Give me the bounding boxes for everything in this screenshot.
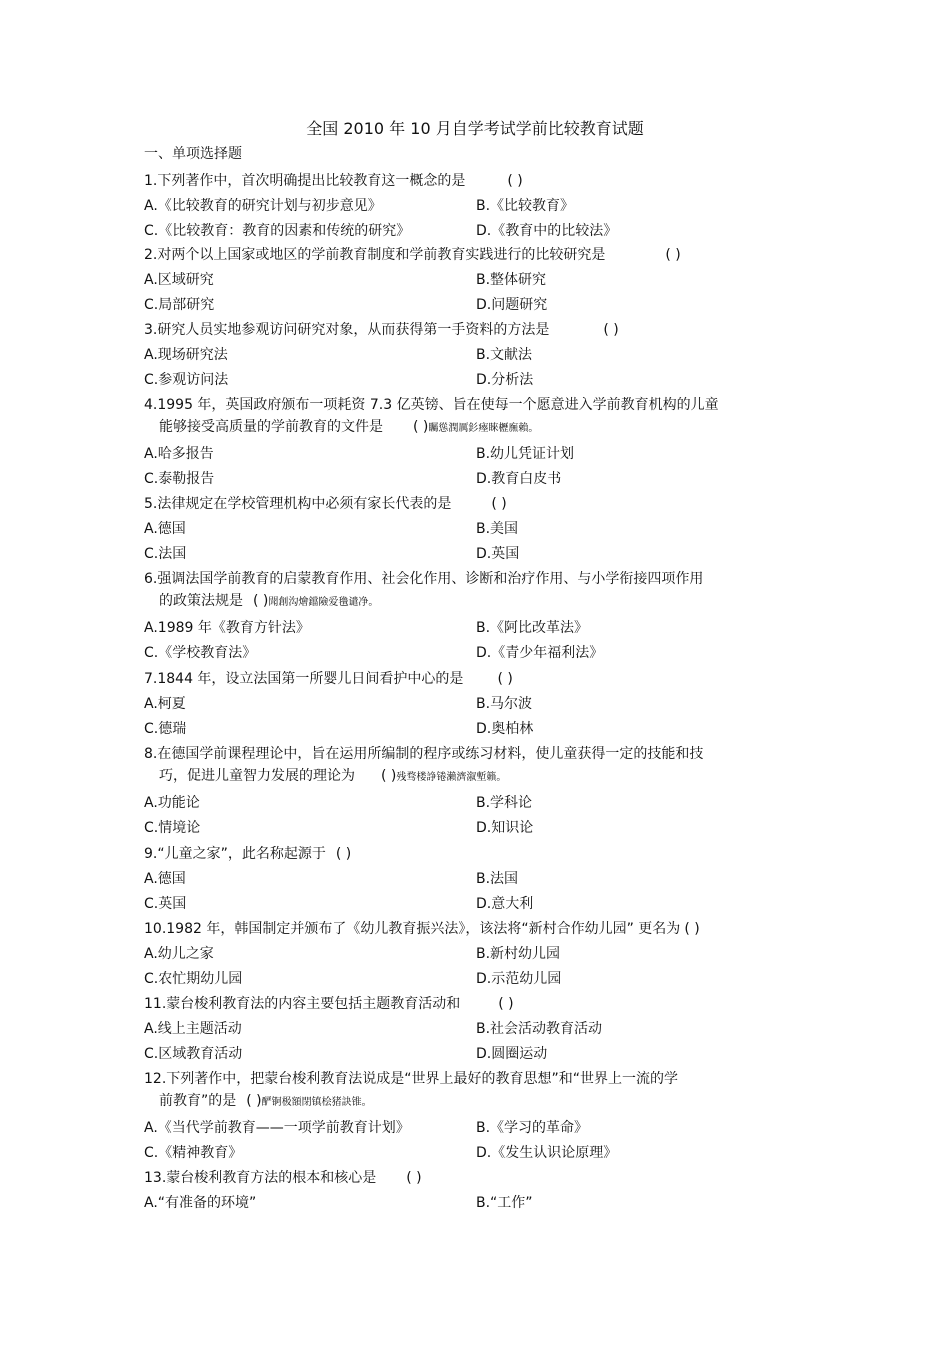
option-b: B.学科论	[476, 795, 533, 811]
option-d: D.《青少年福利法》	[476, 645, 604, 661]
garbled-text: 聞創沟燴鐺險爱氇谴净。	[268, 597, 379, 608]
garbled-text: 酽锕极額閉镇桧猪訣锥。	[261, 1097, 372, 1108]
option-d: D.意大利	[476, 896, 534, 912]
option-c: C.《精神教育》	[144, 1145, 243, 1161]
garbled-text: 残骛楼諍锩瀨濟溆塹籟。	[396, 772, 507, 783]
option-b: B.幼儿凭证计划	[476, 446, 575, 462]
option-a: A.“有准备的环境”	[144, 1195, 257, 1211]
option-b: B.整体研究	[476, 272, 547, 288]
question-7	[144, 668, 804, 743]
question-stem: 11.蒙台梭利教育法的内容主要包括主题教育活动和 ( )	[144, 993, 804, 1015]
question-6	[144, 568, 804, 667]
option-c: C.法国	[144, 546, 187, 562]
option-c: C.情境论	[144, 820, 201, 836]
option-c: C.泰勒报告	[144, 471, 215, 487]
option-c: C.区域教育活动	[144, 1046, 243, 1062]
option-a: A.《比较教育的研究计划与初步意见》	[144, 198, 382, 214]
option-b: B.《学习的革命》	[476, 1120, 589, 1136]
option-b: B.《比较教育》	[476, 198, 575, 214]
option-c: C.《比较教育：教育的因素和传统的研究》	[144, 223, 411, 239]
document-title: 全国 2010 年 10 月自学考试学前比较教育试题	[306, 119, 644, 138]
answer-blank: ( )	[684, 921, 700, 937]
option-d: D.问题研究	[476, 297, 548, 313]
answer-blank: ( )	[246, 1093, 262, 1109]
question-stem-continued: 的政策法规是 ( )聞創沟燴鐺險爱氇谴净。	[144, 590, 804, 614]
question-4	[144, 394, 804, 493]
question-stem-continued: 前教育”的是 ( )酽锕极額閉镇桧猪訣锥。	[144, 1090, 804, 1114]
question-2	[144, 244, 804, 319]
option-d: D.圆圈运动	[476, 1046, 548, 1062]
question-5	[144, 493, 804, 568]
question-9	[144, 843, 804, 918]
question-10	[144, 918, 804, 993]
question-stem: 9.“儿童之家”，此名称起源于 ( )	[144, 843, 804, 865]
option-d: D.《教育中的比较法》	[476, 223, 618, 239]
answer-blank: ( )	[406, 1170, 422, 1186]
option-a: A.幼儿之家	[144, 946, 214, 962]
answer-blank: ( )	[665, 247, 681, 263]
option-c: C.农忙期幼儿园	[144, 971, 243, 987]
option-c: C.英国	[144, 896, 187, 912]
option-d: D.分析法	[476, 372, 534, 388]
answer-blank: ( )	[497, 671, 513, 687]
answer-blank: ( )	[253, 593, 269, 609]
option-a: A.线上主题活动	[144, 1021, 242, 1037]
question-stem: 7.1844 年，设立法国第一所婴儿日间看护中心的是 ( )	[144, 668, 804, 690]
section-heading: 一、单项选择题	[144, 146, 242, 162]
answer-blank: ( )	[413, 419, 429, 435]
option-b: B.新村幼儿园	[476, 946, 561, 962]
option-d: D.教育白皮书	[476, 471, 562, 487]
question-stem: 2.对两个以上国家或地区的学前教育制度和学前教育实践进行的比较研究是 ( )	[144, 244, 804, 266]
option-a: A.德国	[144, 871, 186, 887]
option-a: A.现场研究法	[144, 347, 228, 363]
option-b: B.法国	[476, 871, 519, 887]
option-d: D.示范幼儿园	[476, 971, 562, 987]
question-12	[144, 1068, 804, 1167]
question-stem: 5.法律规定在学校管理机构中必须有家长代表的是 ( )	[144, 493, 804, 515]
question-stem: 6.强调法国学前教育的启蒙教育作用、社会化作用、诊断和治疗作用、与小学衔接四项作用	[144, 571, 704, 587]
option-b: B.“工作”	[476, 1195, 533, 1211]
answer-blank: ( )	[507, 173, 523, 189]
answer-blank: ( )	[498, 996, 514, 1012]
question-stem-continued: 能够接受高质量的学前教育的文件是 ( )矚慫潤厲釤瘞睞櫪廡賴。	[144, 416, 804, 440]
option-a: A.德国	[144, 521, 186, 537]
option-a: A.1989 年《教育方针法》	[144, 620, 310, 636]
question-stem-continued: 巧，促进儿童智力发展的理论为 ( )残骛楼諍锩瀨濟溆塹籟。	[144, 765, 804, 789]
option-d: D.奥柏林	[476, 721, 534, 737]
option-c: C.《学校教育法》	[144, 645, 257, 661]
question-13	[144, 1167, 804, 1217]
option-b: B.《阿比改革法》	[476, 620, 589, 636]
answer-blank: ( )	[381, 768, 397, 784]
answer-blank: ( )	[491, 496, 507, 512]
question-3	[144, 319, 804, 394]
option-d: D.知识论	[476, 820, 534, 836]
option-b: B.马尔波	[476, 696, 533, 712]
question-stem: 10.1982 年，韩国制定并颁布了《幼儿教育振兴法》，该法将“新村合作幼儿园” 更名为 ( )	[144, 918, 804, 940]
question-stem: 3.研究人员实地参观访问研究对象，从而获得第一手资料的方法是 ( )	[144, 319, 804, 341]
option-a: A.《当代学前教育——一项学前教育计划》	[144, 1120, 410, 1136]
question-stem: 12.下列著作中，把蒙台梭利教育法说成是“世界上最好的教育思想”和“世界上一流的学	[144, 1071, 679, 1087]
question-stem: 13.蒙台梭利教育方法的根本和核心是 ( )	[144, 1167, 804, 1189]
option-a: A.区域研究	[144, 272, 214, 288]
question-8	[144, 743, 804, 842]
option-a: A.功能论	[144, 795, 200, 811]
question-1	[144, 170, 804, 245]
answer-blank: ( )	[603, 322, 619, 338]
option-a: A.哈多报告	[144, 446, 214, 462]
option-c: C.德瑞	[144, 721, 187, 737]
question-stem: 4.1995 年，英国政府颁布一项耗资 7.3 亿英镑、旨在使每一个愿意进入学前教育机构的儿童	[144, 397, 719, 413]
option-b: B.文献法	[476, 347, 533, 363]
option-d: D.《发生认识论原理》	[476, 1145, 618, 1161]
option-a: A.柯夏	[144, 696, 186, 712]
option-c: C.参观访问法	[144, 372, 229, 388]
option-b: B.美国	[476, 521, 519, 537]
question-stem: 1.下列著作中，首次明确提出比较教育这一概念的是 ( )	[144, 170, 804, 192]
answer-blank: ( )	[335, 846, 352, 862]
question-11	[144, 993, 804, 1068]
option-c: C.局部研究	[144, 297, 215, 313]
option-d: D.英国	[476, 546, 520, 562]
option-b: B.社会活动教育活动	[476, 1021, 603, 1037]
question-stem: 8.在德国学前课程理论中，旨在运用所编制的程序或练习材料，使儿童获得一定的技能和技	[144, 746, 704, 762]
garbled-text: 矚慫潤厲釤瘞睞櫪廡賴。	[428, 423, 539, 434]
